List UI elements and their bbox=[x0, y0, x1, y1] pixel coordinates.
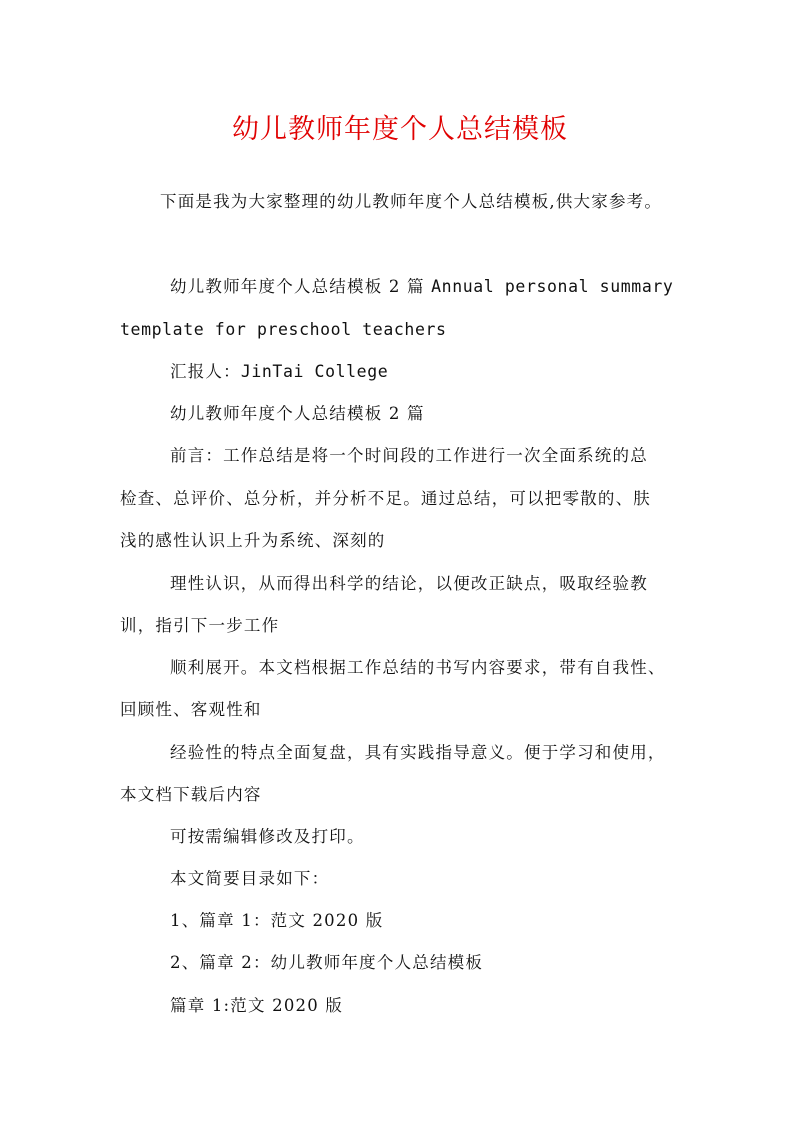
para3-line1: 顺利展开。本文档根据工作总结的书写内容要求，带有自我性、 bbox=[170, 658, 666, 677]
toc-item: 2、篇章 2：幼儿教师年度个人总结模板 bbox=[170, 953, 484, 972]
toc-heading: 本文简要目录如下： bbox=[170, 869, 330, 888]
toc-item: 1、篇章 1：范文 2020 版 bbox=[170, 911, 384, 930]
heading-line bbox=[170, 275, 673, 299]
subtitle: 幼儿教师年度个人总结模板 2 篇 bbox=[170, 404, 425, 423]
para3-line2: 回顾性、客观性和 bbox=[120, 700, 262, 719]
reporter-label: 汇报人： bbox=[170, 362, 241, 381]
reporter-name: JinTai College bbox=[240, 362, 389, 381]
para1-line3: 浅的感性认识上升为系统、深刻的 bbox=[120, 531, 386, 550]
heading-en: Annual personal summary bbox=[431, 277, 674, 296]
para1-line1: 前言：工作总结是将一个时间段的工作进行一次全面系统的总 bbox=[170, 446, 648, 465]
intro-text: 下面是我为大家整理的幼儿教师年度个人总结模板,供大家参考。 bbox=[160, 192, 663, 211]
document-title: 幼儿教师年度个人总结模板 bbox=[232, 114, 568, 145]
para4-line1: 经验性的特点全面复盘，具有实践指导意义。便于学习和使用， bbox=[170, 743, 666, 762]
para1-line2: 检查、总评价、总分析，并分析不足。通过总结，可以把零散的、肤 bbox=[120, 489, 651, 508]
heading-cn: 幼儿教师年度个人总结模板 2 篇 bbox=[170, 277, 432, 296]
chapter-heading: 篇章 1:范文 2020 版 bbox=[170, 996, 344, 1015]
para2-line2: 训，指引下一步工作 bbox=[120, 616, 280, 635]
para5: 可按需编辑修改及打印。 bbox=[170, 827, 365, 846]
heading-en-continued: template for preschool teachers bbox=[120, 320, 447, 339]
para4-line2: 本文档下载后内容 bbox=[120, 785, 262, 804]
para2-line1: 理性认识，从而得出科学的结论，以便改正缺点，吸取经验教 bbox=[170, 574, 648, 593]
reporter-line bbox=[170, 360, 388, 384]
